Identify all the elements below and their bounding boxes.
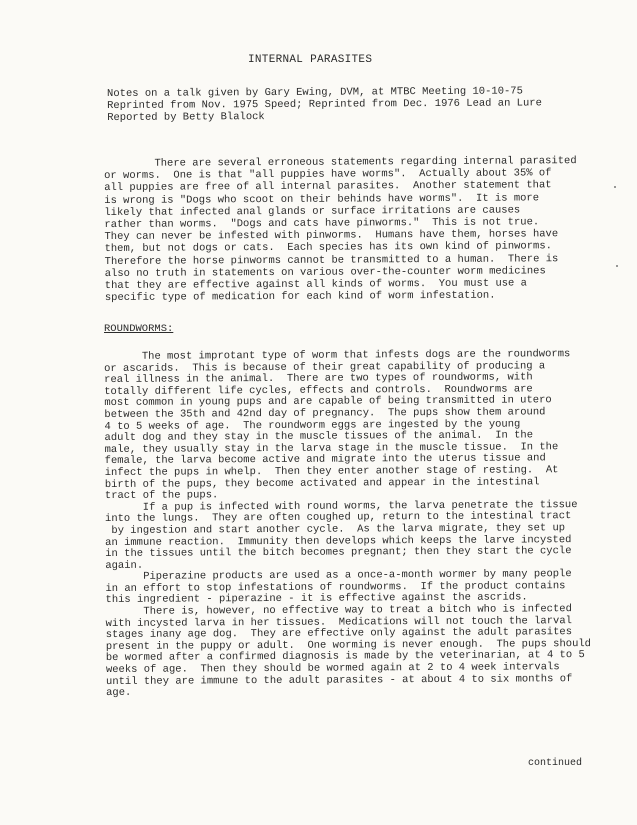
text-line: There is, however, no effective way to treat a bitch who is infected: [105, 603, 572, 619]
text-line: be wormed after a confirmed diagnosis is made by the veterinarian, at 4 to 5: [105, 649, 585, 665]
text-line: in an effort to stop infestations of roundworms. If the product contains: [105, 580, 566, 595]
paper-speck: [616, 265, 618, 267]
text-line: most common in young pups and are capable of being transmitted in utero: [104, 394, 552, 410]
text-line: weeks of age. Then they should be wormed again at 2 to 4 week intervals: [105, 661, 560, 677]
text-line: all puppies are free of all internal parasites. Another statement that: [104, 179, 552, 195]
text-line: or worms. One is that "all puppies have worms". Actually about 35% of: [104, 167, 552, 183]
text-line: rather than worms. "Dogs and cats have pinworms." This is not true.: [104, 216, 540, 232]
intro-paragraph: [104, 155, 577, 304]
text-line: likely that infected anal glands or surface irritations are causes: [104, 204, 521, 219]
text-line: The most improtant type of worm that infests dogs are the roundworms: [103, 348, 571, 363]
text-line: is wrong is "Dogs who scoot on their behinds have worms". It is more: [104, 191, 540, 207]
text-line: There are several erroneous statements regarding internal parasited: [104, 155, 577, 170]
page-title: INTERNAL PARASITES: [248, 54, 373, 66]
text-line: 4 to 5 weeks of age. The roundworm eggs are ingested by the young: [104, 418, 521, 433]
text-line: female, the larva become active and migrate into the uterus tissue and: [104, 452, 546, 468]
text-line: or ascarids. This is because of their great capability of producing a: [104, 359, 546, 375]
text-line: They can never be infested with pinworms. Humans have them, horses have: [104, 228, 559, 244]
notes-line: Reported by Betty Blalock: [107, 111, 265, 125]
paper-speck: [614, 186, 616, 188]
text-line: present in the puppy or adult. One worming is never enough. The pups should: [105, 637, 592, 653]
text-line: this ingredient - piperazine - it is effective against the ascrids.: [105, 591, 528, 607]
notes-line: Reprinted from Nov. 1975 Speed; Reprinted from Dec. 1976 Lead an Lure: [107, 97, 542, 113]
talk-notes: [107, 85, 542, 124]
text-line: in the tissues until the bitch becomes pregnant; then they start the cycle: [105, 545, 572, 561]
notes-line: Notes on a talk given by Gary Ewing, DVM, at MTBC Meeting 10-10-75: [107, 85, 523, 100]
text-line: If a pup is infected with round worms, the larva penetrate the tissue: [104, 498, 578, 514]
text-line: that they are effective against all kinds of worms. You must use a: [104, 277, 527, 293]
text-line: until they are immune to the adult parasites - at about 4 to six months of: [105, 672, 573, 688]
text-line: real illness in the animal. There are two types of roundworms, with: [104, 371, 533, 387]
text-line: also no truth in statements on various over-the-counter worm medicines: [104, 265, 546, 280]
roundworms-heading: ROUNDWORMS:: [104, 323, 174, 335]
text-line: infect the pups in whelp. Then they enter another stage of resting. At: [104, 464, 559, 479]
continued-note: continued: [528, 758, 583, 769]
roundworms-section: [104, 349, 591, 700]
text-line: an immune reaction. Immunity then develops which keeps the larve incysted: [105, 533, 572, 549]
text-line: them, but not dogs or cats. Each species has its own kind of pinworms.: [104, 240, 552, 256]
text-line: into the lungs. They are often coughed up, return to the intestinal tract: [104, 510, 572, 526]
text-line: male, they usually stay in the larva stage in the muscle tissue. In the: [104, 440, 559, 456]
text-line: by ingestion and start another cycle. As the larva migrate, they set up: [105, 522, 566, 537]
text-line: Piperazine products are used as a once-a-month wormer by many people: [105, 568, 572, 584]
text-line: birth of the pups, they become activated and appear in the intestinal: [104, 475, 540, 491]
text-line: age.: [106, 687, 132, 700]
text-line: again.: [105, 559, 144, 572]
text-line: Therefore the horse pinworms cannot be transmitted to a human. There is: [104, 252, 559, 268]
text-line: tract of the pups.: [104, 489, 219, 503]
text-line: stages inany age dog. They are effective only against the adult parasites: [105, 626, 573, 642]
text-line: adult dog and they stay in the muscle tissues of the animal. In the: [104, 429, 534, 445]
text-line: between the 35th and 42nd day of pregnancy. The pups show them around: [104, 406, 546, 421]
text-line: totally different life cycles, effects and controls. Roundworms are: [104, 383, 533, 398]
text-line: with incysted larva in her tissues. Medications will not touch the larval: [105, 614, 572, 630]
text-line: specific type of medication for each kind of worm infestation.: [104, 289, 496, 305]
